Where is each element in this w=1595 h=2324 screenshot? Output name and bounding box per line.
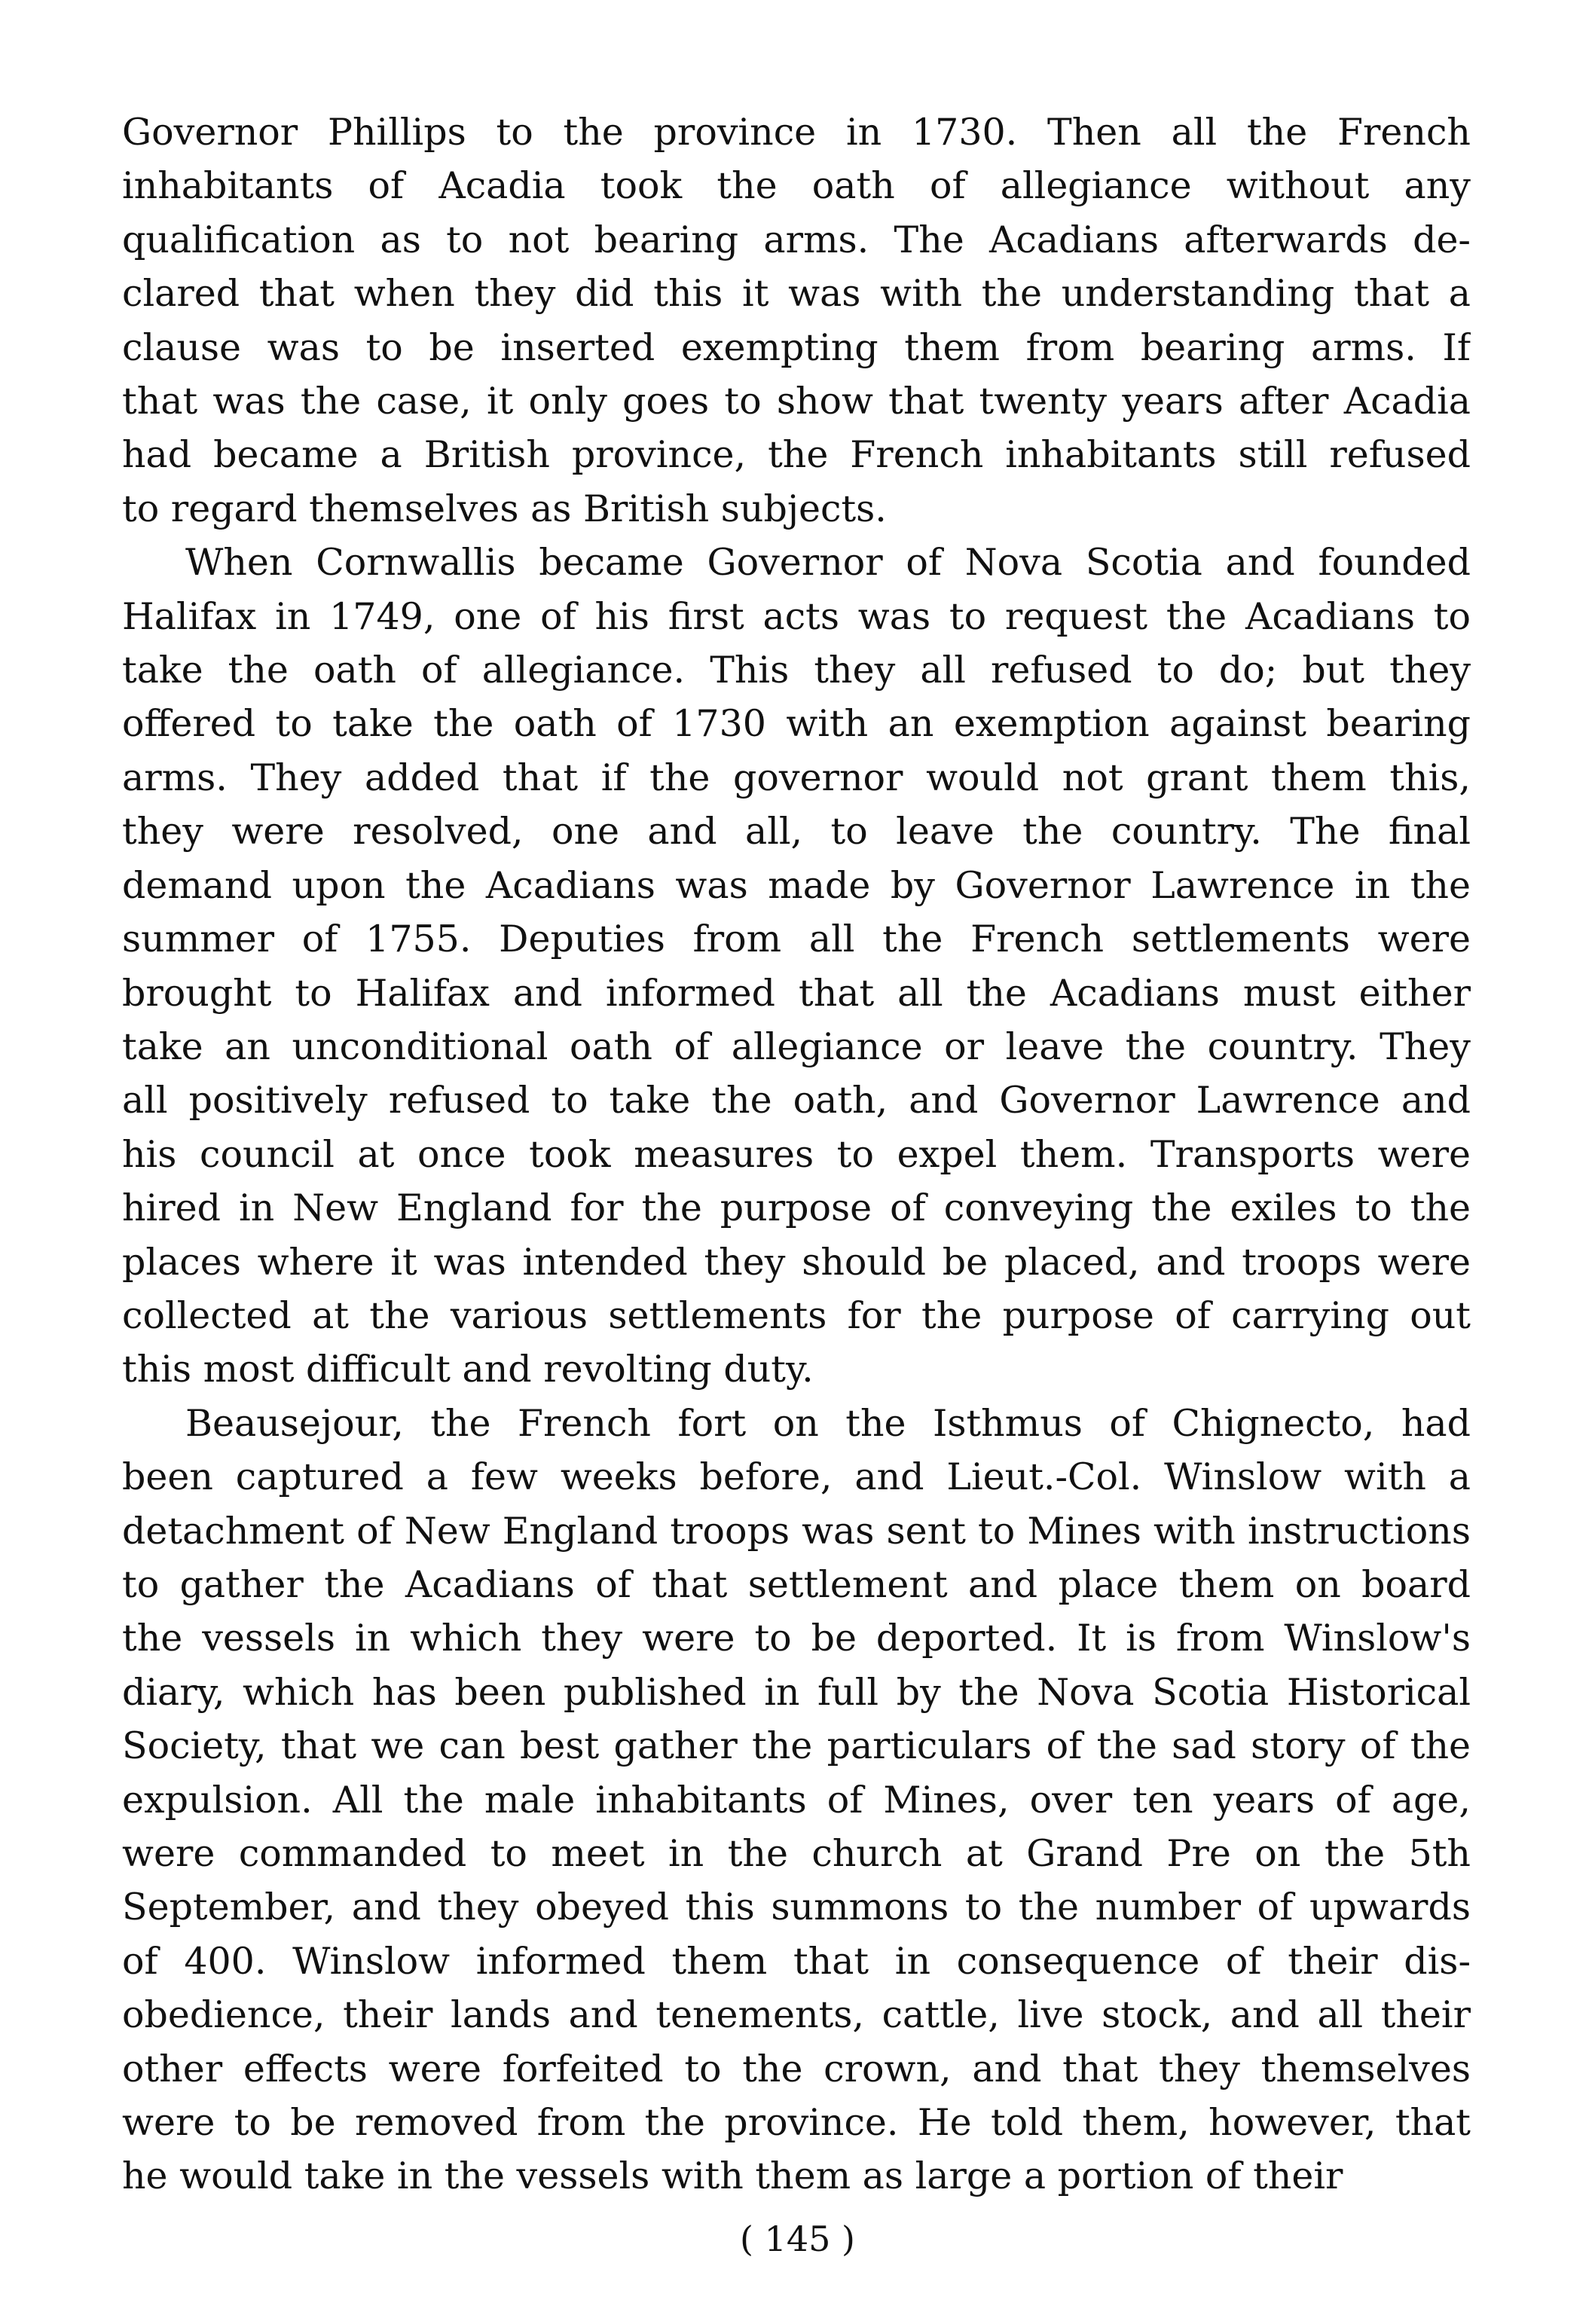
page-number: ( 145 ) [740, 2219, 855, 2259]
text-line: they were resolved, one and all, to leave the country. The final [122, 810, 1471, 854]
text-line: Halifax in 1749, one of his first acts was to request the Acadians to [122, 594, 1471, 638]
text-line: to gather the Acadians of that settlement and place them on board [122, 1562, 1471, 1606]
text-line: all positively refused to take the oath, and Governor Lawrence and [122, 1079, 1471, 1122]
text-line: Society, that we can best gather the particulars of the sad story of the [122, 1724, 1471, 1768]
text-line: take the oath of allegiance. This they all refused to do; but they [122, 649, 1471, 692]
text-line: brought to Halifax and informed that all the Acadians must either [122, 971, 1471, 1015]
text-line: the vessels in which they were to be deported. It is from Winslow's [122, 1617, 1471, 1660]
text-line: demand upon the Acadians was made by Governor Lawrence in the [122, 863, 1471, 907]
text-line: places where it was intended they should be placed, and troops were [122, 1240, 1471, 1284]
text-line: diary, which has been published in full by the Nova Scotia Historical [122, 1670, 1471, 1714]
text-line: arms. They added that if the governor would not grant them this, [122, 756, 1471, 799]
text-line: inhabitants of Acadia took the oath of allegiance without any [122, 164, 1471, 208]
text-line: he would take in the vessels with them as large a portion of their [122, 2155, 1343, 2198]
text-line: expulsion. All the male inhabitants of Mines, over ten years of age, [122, 1778, 1471, 1822]
text-line: Governor Phillips to the province in 1730. Then all the French [122, 111, 1471, 154]
text-line: detachment of New England troops was sent to Mines with instructions [122, 1509, 1471, 1553]
text-line: take an unconditional oath of allegiance or leave the country. They [122, 1025, 1471, 1068]
text-line: other effects were forfeited to the crown, and that they themselves [122, 2047, 1471, 2090]
text-line: qualification as to not bearing arms. The Acadians afterwards de- [122, 218, 1471, 261]
text-line: Beausejour, the French fort on the Isthmus of Chignecto, had [185, 1401, 1471, 1445]
text-line: summer of 1755. Deputies from all the French settlements were [122, 918, 1471, 961]
text-line: this most difficult and revolting duty. [122, 1348, 814, 1391]
paragraph [122, 536, 1471, 1397]
text-line: offered to take the oath of 1730 with an exemption against bearing [122, 702, 1471, 746]
text-line: his council at once took measures to expel them. Transports were [122, 1132, 1471, 1176]
text-line: to regard themselves as British subjects. [122, 487, 887, 530]
text-line: clause was to be inserted exempting them from bearing arms. If [122, 325, 1471, 369]
text-line: of 400. Winslow informed them that in consequence of their dis- [122, 1939, 1471, 1983]
text-line: had became a British province, the French inhabitants still refused [122, 433, 1471, 477]
text-line: hired in New England for the purpose of conveying the exiles to the [122, 1186, 1471, 1230]
paragraph [122, 1397, 1471, 2203]
text-line: were commanded to meet in the church at Grand Pre on the 5th [122, 1832, 1471, 1875]
text-line: obedience, their lands and tenements, cattle, live stock, and all their [122, 1993, 1471, 2037]
body-text [122, 105, 1471, 2203]
text-line: September, and they obeyed this summons to the number of upwards [122, 1886, 1471, 1929]
text-line: When Cornwallis became Governor of Nova Scotia and founded [185, 541, 1471, 585]
page-body [122, 105, 1471, 2203]
text-line: been captured a few weeks before, and Lieut.-Col. Winslow with a [122, 1455, 1471, 1499]
text-line: collected at the various settlements for the purpose of carrying out [122, 1293, 1471, 1337]
text-line: clared that when they did this it was with the understanding that a [122, 272, 1471, 316]
text-line: were to be removed from the province. He told them, however, that [122, 2101, 1471, 2145]
text-line: that was the case, it only goes to show that twenty years after Acadia [122, 380, 1471, 423]
paragraph [122, 105, 1471, 536]
